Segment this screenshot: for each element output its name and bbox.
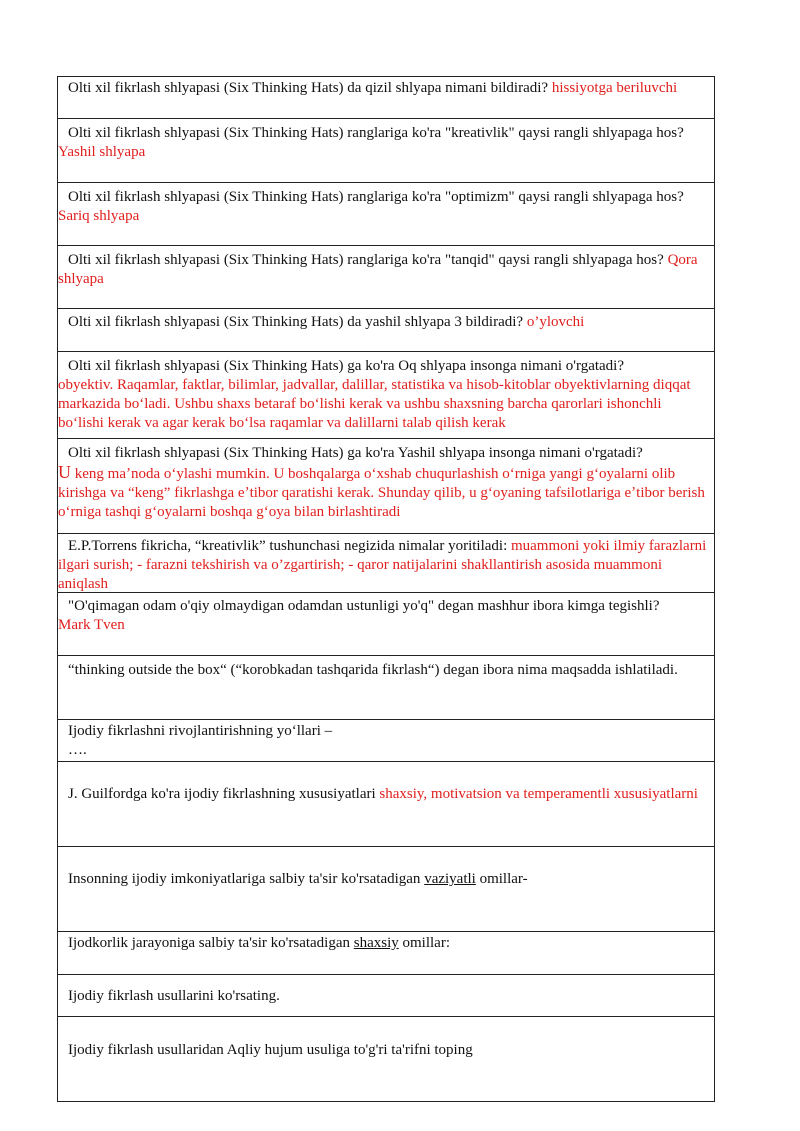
table-row bbox=[58, 308, 714, 351]
question-text: Ijodiy fikrlash usullarini ko'rsating. bbox=[68, 988, 280, 1004]
table-row bbox=[58, 846, 714, 931]
question-text: Olti xil fikrlash shlyapasi (Six Thinking Hats) da qizil shlyapa nimani bildiradi? bbox=[68, 80, 549, 96]
question-text: Olti xil fikrlash shlyapasi (Six Thinking Hats) ranglariga ko'ra "optimizm" qaysi rangli shlyapaga hos? bbox=[68, 189, 684, 205]
question-cell bbox=[58, 313, 714, 332]
question-text: J. Guilfordga ko'ra ijodiy fikrlashning xususiyatlari bbox=[68, 786, 376, 802]
answer-text: keng maʼnoda oʻylashi mumkin. U boshqalarga oʻxshab chuqurlashish oʻrniga yangi gʻoyalarni olib kirishga va “keng” fikrlashga eʼtibor qaratishi kerak. Shunday qilib, u gʻoyaning tafsilotlariga eʼtibor berish oʻrniga tashqi gʻoyalarni boshqa gʻoya bilan birlashtiradi bbox=[58, 466, 705, 520]
question-text: Ijodkorlik jarayoniga salbiy ta'sir ko'rsatadigan bbox=[68, 935, 354, 951]
question-text: Ijodiy fikrlashni rivojlantirishning yo‘llari – bbox=[68, 723, 333, 739]
underlined-term: shaxsiy bbox=[353, 935, 399, 951]
question-text: "O'qimagan odam o'qiy olmaydigan odamdan ustunligi yo'q" degan mashhur ibora kimga tegishli? bbox=[68, 598, 660, 614]
answer-text: Sariq shlyapa bbox=[58, 208, 140, 224]
question-text-end: omillar- bbox=[475, 871, 528, 887]
question-text: Insonning ijodiy imkoniyatlariga salbiy ta'sir ko'rsatadigan bbox=[68, 871, 425, 887]
table-row bbox=[58, 1016, 714, 1101]
question-cell bbox=[58, 188, 714, 226]
table-row bbox=[58, 655, 714, 719]
table-row bbox=[58, 974, 714, 1016]
answer-text: shaxsiy, motivatsion va temperamentli xususiyatlarni bbox=[375, 786, 698, 802]
question-cell bbox=[58, 870, 714, 889]
question-cell bbox=[58, 444, 714, 463]
question-text: Olti xil fikrlash shlyapasi (Six Thinking Hats) da yashil shlyapa 3 bildiradi? bbox=[68, 314, 524, 330]
table-row bbox=[58, 245, 714, 308]
table-row bbox=[58, 719, 714, 761]
table-row bbox=[58, 351, 714, 438]
question-cell bbox=[58, 357, 714, 376]
answer-text: Yashil shlyapa bbox=[58, 144, 146, 160]
question-table bbox=[57, 76, 715, 1102]
table-row bbox=[58, 533, 714, 592]
answer-text: muammoni yoki ilmiy farazlarni ilgari surish; - farazni tekshirish va o’zgartirish; - qaror natijalarini shakllantirish asosida muammoni aniqlash bbox=[58, 538, 707, 592]
question-cell bbox=[58, 124, 714, 162]
question-text-end: omillar: bbox=[398, 935, 450, 951]
question-cell bbox=[58, 251, 714, 289]
question-text: Olti xil fikrlash shlyapasi (Six Thinking Hats) ga ko'ra Oq shlyapa insonga nimani o'rgatadi? bbox=[68, 358, 625, 374]
answer-text: Qora shlyapa bbox=[58, 252, 698, 287]
answer-text: obyektiv. Raqamlar, faktlar, bilimlar, jadvallar, dalillar, statistika va hisob-kitoblar obyektivlarning diqqat markazida boʻladi. Ushbu shaxs betaraf boʻlishi kerak va ushbu shaxsning barcha qarorlari ishonchli boʻlishi kerak va agar kerak boʻlsa raqamlar va dalillarni talab qilish kerak bbox=[58, 377, 691, 431]
question-cell bbox=[58, 934, 714, 953]
answer-text: Mark Tven bbox=[58, 617, 125, 633]
question-text: Ijodiy fikrlash usullaridan Aqliy hujum usuliga to'g'ri ta'rifni toping bbox=[68, 1042, 473, 1058]
table-row bbox=[58, 931, 714, 974]
table-row bbox=[58, 76, 714, 118]
answer-text: hissiyotga beriluvchi bbox=[548, 80, 678, 96]
question-text: Olti xil fikrlash shlyapasi (Six Thinking Hats) ranglariga ko'ra "tanqid" qaysi rangli shlyapaga hos? bbox=[68, 252, 664, 268]
question-text: Olti xil fikrlash shlyapasi (Six Thinking Hats) ga ko'ra Yashil shlyapa insonga nimani o'rgatadi? bbox=[68, 445, 643, 461]
table-row bbox=[58, 438, 714, 533]
question-cell bbox=[58, 79, 714, 98]
underlined-term: vaziyatli bbox=[424, 871, 476, 887]
answer-cell bbox=[58, 463, 714, 522]
question-text: “thinking outside the box“ (“korobkadan tashqarida fikrlash“) degan ibora nima maqsadda ishlatiladi. bbox=[68, 662, 678, 678]
table-row bbox=[58, 118, 714, 182]
question-text: Olti xil fikrlash shlyapasi (Six Thinking Hats) ranglariga ko'ra "kreativlik" qaysi rangli shlyapaga hos? bbox=[68, 125, 684, 141]
question-cell bbox=[58, 597, 714, 616]
question-cell bbox=[58, 661, 714, 680]
question-continuation: …. bbox=[68, 742, 87, 758]
question-text: E.P.Torrens fikricha, “kreativlik” tushunchasi negizida nimalar yoritiladi: bbox=[68, 538, 508, 554]
table-row bbox=[58, 761, 714, 846]
question-cell bbox=[58, 785, 714, 804]
table-row bbox=[58, 182, 714, 245]
question-cell bbox=[58, 537, 714, 594]
table-row bbox=[58, 592, 714, 655]
answer-initial: U bbox=[58, 462, 71, 482]
answer-text: o’ylovchi bbox=[523, 314, 585, 330]
